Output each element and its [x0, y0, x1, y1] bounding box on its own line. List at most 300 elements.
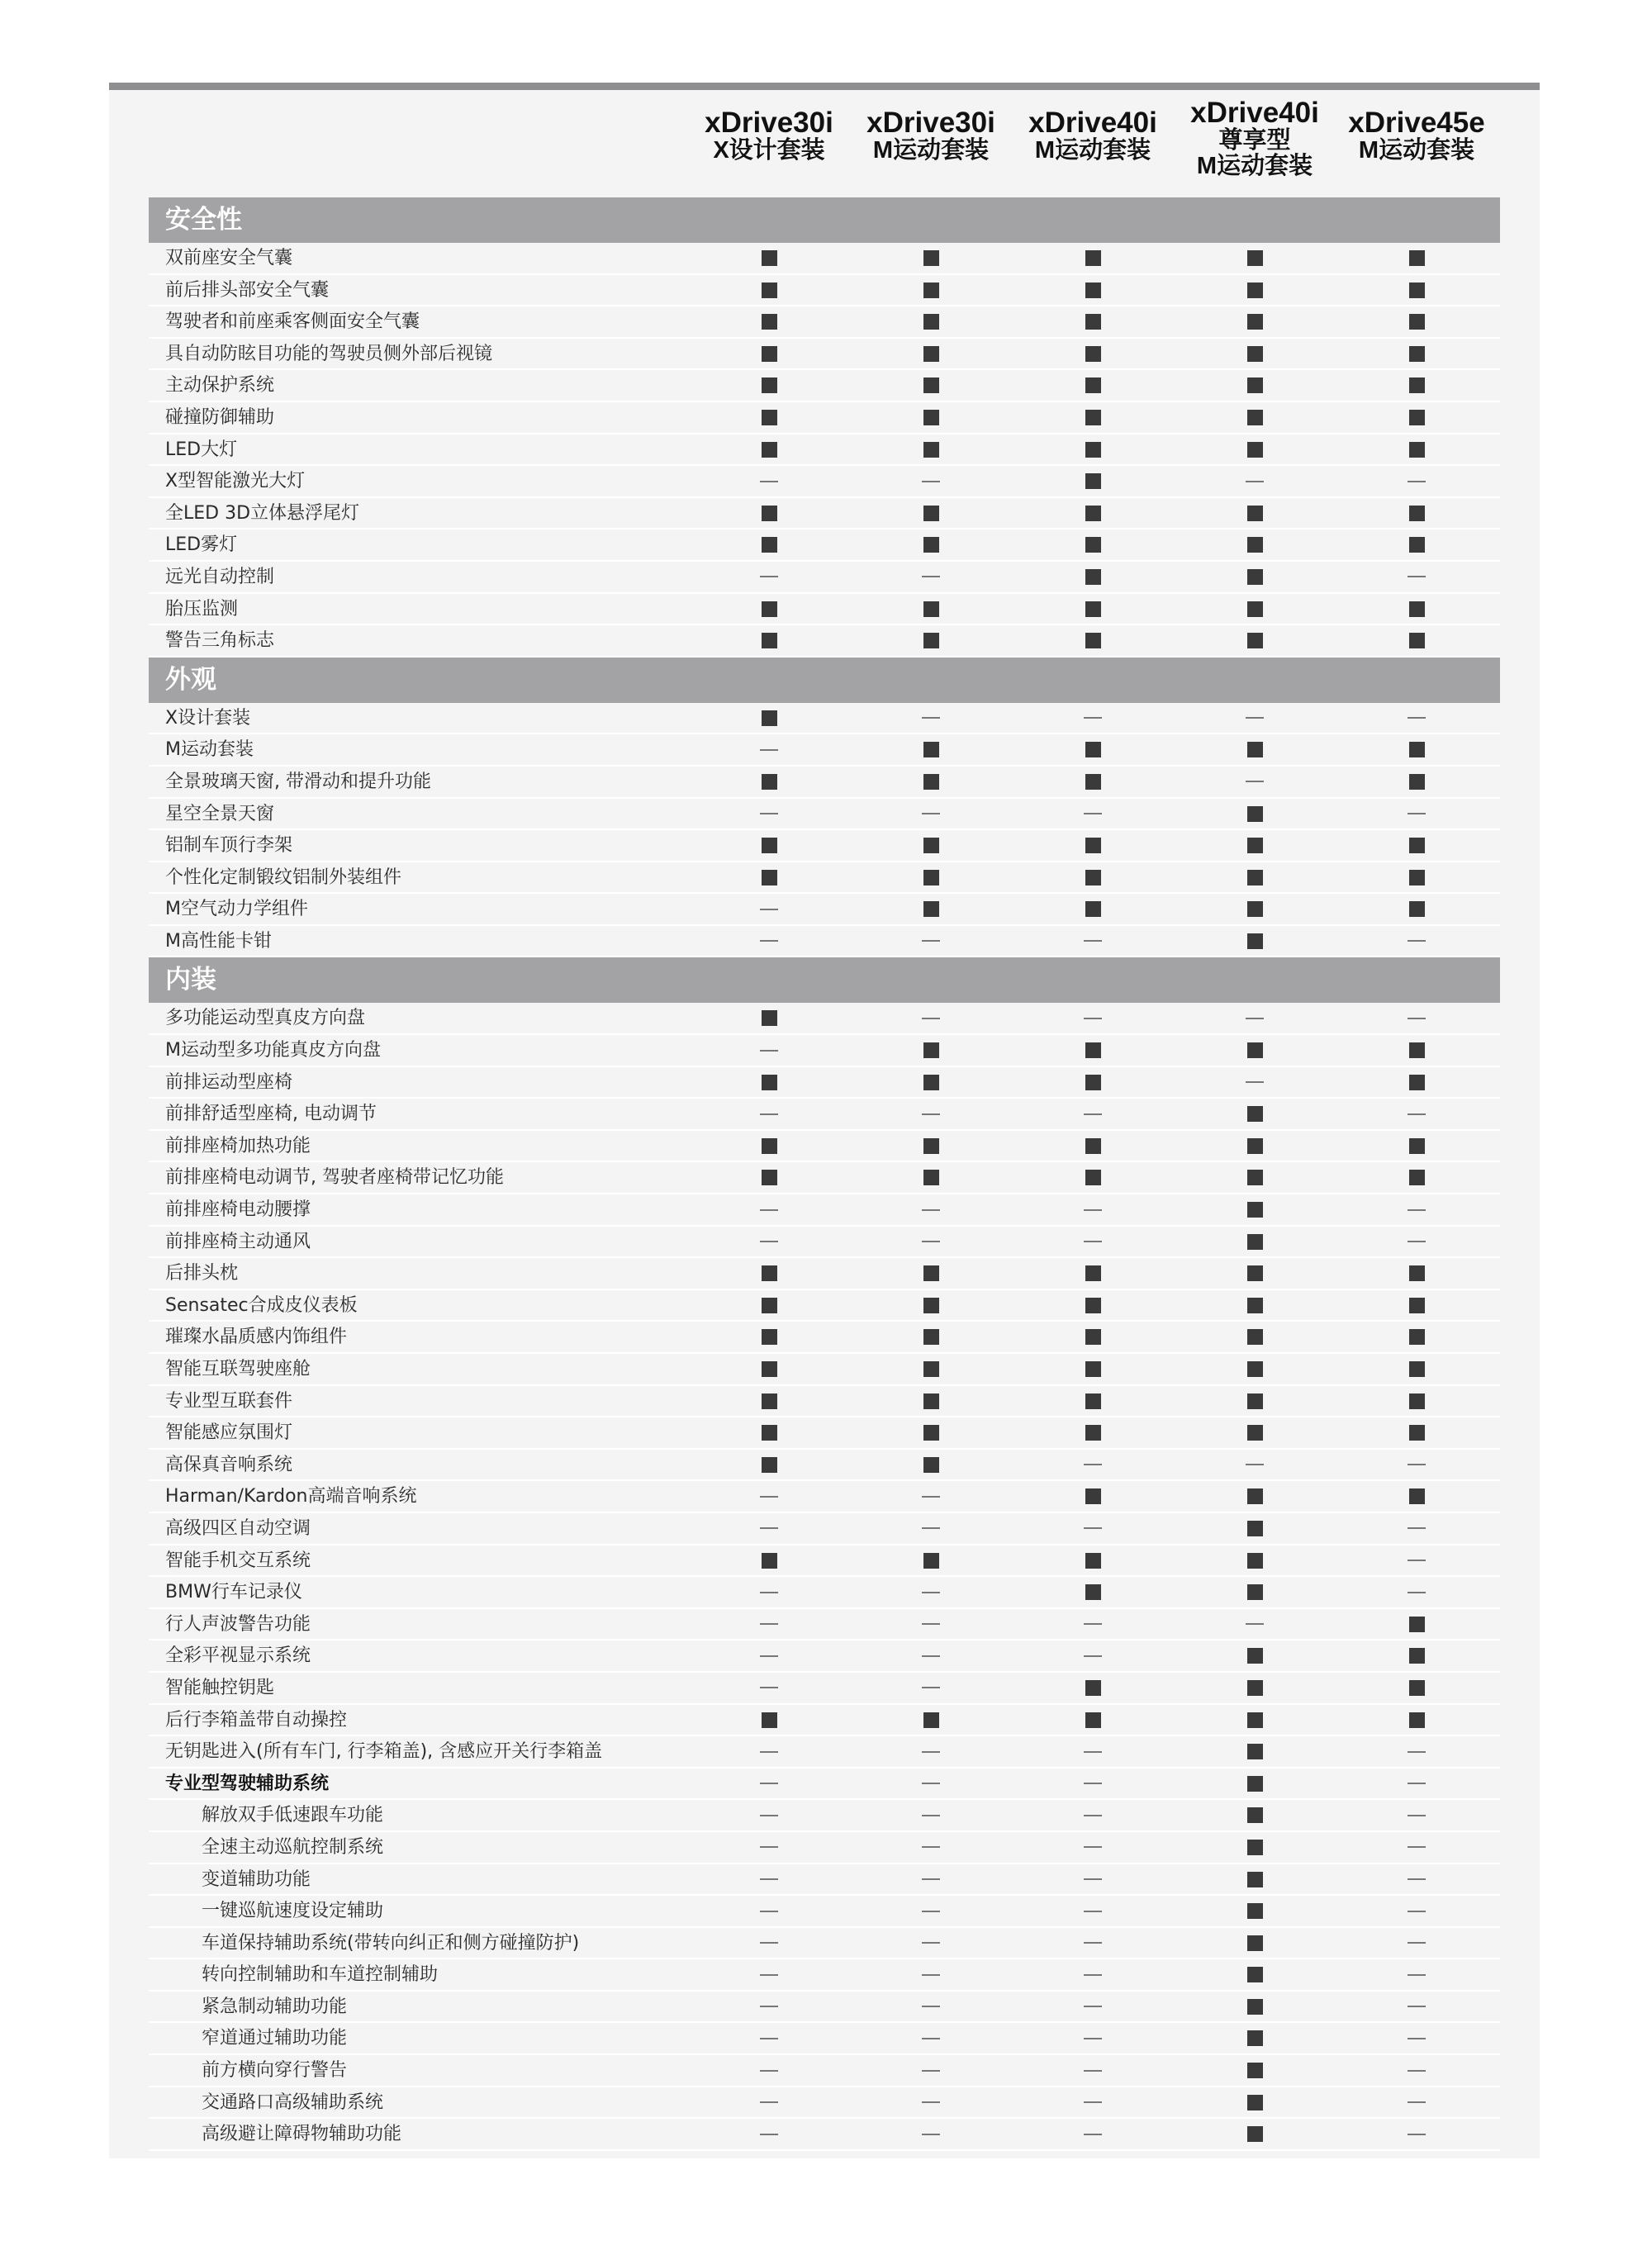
- standard-square-icon: [1085, 1329, 1101, 1345]
- not-available-dash-icon: [1246, 781, 1264, 782]
- feature-cell: [850, 1003, 1012, 1033]
- standard-square-icon: [762, 442, 777, 458]
- standard-square-icon: [762, 1394, 777, 1409]
- feature-label: 星空全景天窗: [165, 803, 275, 824]
- model-header-3: [1012, 108, 1174, 163]
- feature-cell: [688, 498, 850, 529]
- feature-cell: [1336, 1513, 1498, 1544]
- feature-label: 前排座椅电动调节, 驾驶者座椅带记忆功能: [165, 1167, 504, 1189]
- feature-cell: [1336, 275, 1498, 306]
- feature-cell: [1174, 767, 1336, 797]
- feature-cell: [1012, 1577, 1174, 1607]
- feature-cell: [1336, 1577, 1498, 1607]
- feature-row: [149, 1481, 1500, 1513]
- feature-cell: [1336, 1673, 1498, 1703]
- feature-label: 具自动防眩目功能的驾驶员侧外部后视镜: [165, 343, 493, 364]
- standard-square-icon: [1247, 1807, 1263, 1823]
- feature-cell: [688, 1450, 850, 1480]
- feature-cell: [688, 703, 850, 734]
- standard-square-icon: [1409, 506, 1425, 521]
- feature-row: [149, 1609, 1500, 1641]
- feature-label: 智能手机交互系统: [165, 1550, 311, 1571]
- section-header: 内装: [149, 957, 1500, 1003]
- not-available-dash-icon: [760, 1241, 778, 1242]
- not-available-dash-icon: [922, 481, 940, 482]
- feature-cell: [688, 1864, 850, 1895]
- standard-square-icon: [762, 282, 777, 298]
- feature-cell: [1336, 1736, 1498, 1767]
- standard-square-icon: [1409, 870, 1425, 885]
- model-package: M运动套装: [1358, 137, 1475, 164]
- standard-square-icon: [1247, 2063, 1263, 2078]
- feature-cell: [1174, 402, 1336, 433]
- standard-square-icon: [1085, 901, 1101, 917]
- feature-cell: [688, 434, 850, 465]
- not-available-dash-icon: [760, 1751, 778, 1753]
- feature-cell: [688, 1609, 850, 1640]
- not-available-dash-icon: [760, 2134, 778, 2135]
- standard-square-icon: [762, 1329, 777, 1345]
- feature-cell: [1174, 734, 1336, 765]
- feature-cell: [1336, 1896, 1498, 1926]
- not-available-dash-icon: [1408, 2101, 1426, 2103]
- model-header-5: [1336, 108, 1498, 163]
- feature-cell: [850, 1481, 1012, 1512]
- feature-cell: [850, 1959, 1012, 1990]
- feature-cell: [1012, 1227, 1174, 1257]
- feature-row: [149, 1322, 1500, 1354]
- standard-square-icon: [1409, 1712, 1425, 1728]
- standard-square-icon: [762, 1075, 777, 1090]
- standard-square-icon: [1247, 1361, 1263, 1377]
- not-available-dash-icon: [760, 2101, 778, 2103]
- standard-square-icon: [1247, 346, 1263, 362]
- feature-cell: [688, 1290, 850, 1321]
- standard-square-icon: [923, 250, 939, 266]
- feature-cell: [688, 562, 850, 592]
- feature-label: 紧急制动辅助功能: [202, 1996, 348, 2017]
- feature-cell: [688, 1928, 850, 1959]
- not-available-dash-icon: [1408, 1974, 1426, 1976]
- not-available-dash-icon: [922, 1113, 940, 1115]
- feature-cell: [1012, 862, 1174, 893]
- feature-cell: [1336, 1864, 1498, 1895]
- feature-cell: [850, 1067, 1012, 1098]
- feature-label: 智能触控钥匙: [165, 1677, 275, 1698]
- not-available-dash-icon: [760, 1592, 778, 1593]
- feature-cell: [1336, 1640, 1498, 1671]
- feature-label: 前方横向穿行警告: [202, 2060, 348, 2082]
- feature-cell: [1174, 1832, 1336, 1863]
- feature-row: [149, 1928, 1500, 1960]
- not-available-dash-icon: [1246, 1018, 1264, 1019]
- feature-row: [149, 1099, 1500, 1131]
- feature-row: [149, 402, 1500, 434]
- model-header-2: [850, 108, 1012, 163]
- feature-label: M运动型多功能真皮方向盘: [165, 1040, 381, 1061]
- feature-cell: [1174, 498, 1336, 529]
- feature-row: [149, 1227, 1500, 1259]
- not-available-dash-icon: [760, 1974, 778, 1976]
- standard-square-icon: [1247, 1872, 1263, 1887]
- standard-square-icon: [1085, 442, 1101, 458]
- feature-cell: [1336, 529, 1498, 560]
- standard-square-icon: [1247, 1042, 1263, 1058]
- not-available-dash-icon: [922, 1751, 940, 1753]
- not-available-dash-icon: [760, 1911, 778, 1912]
- standard-square-icon: [1409, 742, 1425, 757]
- not-available-dash-icon: [1084, 1974, 1102, 1976]
- standard-square-icon: [762, 1138, 777, 1154]
- feature-cell: [1174, 594, 1336, 624]
- standard-square-icon: [923, 774, 939, 790]
- feature-cell: [1174, 625, 1336, 656]
- feature-row: [149, 1992, 1500, 2024]
- feature-cell: [1174, 1800, 1336, 1830]
- standard-square-icon: [923, 410, 939, 425]
- feature-cell: [850, 402, 1012, 433]
- standard-square-icon: [1247, 1488, 1263, 1504]
- feature-cell: [688, 2055, 850, 2086]
- feature-cell: [850, 1194, 1012, 1225]
- model-header-row: [149, 90, 1500, 197]
- standard-square-icon: [1247, 2095, 1263, 2110]
- standard-square-icon: [1085, 346, 1101, 362]
- standard-square-icon: [1247, 601, 1263, 617]
- feature-cell: [850, 1258, 1012, 1289]
- not-available-dash-icon: [1408, 1942, 1426, 1944]
- feature-cell: [850, 1290, 1012, 1321]
- feature-cell: [1336, 1003, 1498, 1033]
- model-header-4: [1174, 98, 1336, 178]
- feature-row: [149, 1896, 1500, 1928]
- not-available-dash-icon: [1084, 1209, 1102, 1211]
- not-available-dash-icon: [1084, 2134, 1102, 2135]
- feature-cell: [688, 402, 850, 433]
- not-available-dash-icon: [1084, 2101, 1102, 2103]
- feature-cell: [1012, 466, 1174, 496]
- feature-cell: [688, 1800, 850, 1830]
- feature-row: [149, 894, 1500, 926]
- standard-square-icon: [923, 601, 939, 617]
- not-available-dash-icon: [1246, 1623, 1264, 1625]
- not-available-dash-icon: [1408, 1018, 1426, 1019]
- feature-cell: [1012, 1609, 1174, 1640]
- standard-square-icon: [1409, 901, 1425, 917]
- standard-square-icon: [923, 346, 939, 362]
- feature-label: 后行李箱盖带自动操控: [165, 1709, 348, 1731]
- standard-square-icon: [923, 901, 939, 917]
- model-name: xDrive45e: [1348, 107, 1485, 139]
- not-available-dash-icon: [922, 717, 940, 719]
- feature-cell: [1174, 434, 1336, 465]
- feature-row: [149, 1864, 1500, 1897]
- feature-cell: [1012, 2055, 1174, 2086]
- feature-row: [149, 498, 1500, 530]
- feature-cell: [850, 2023, 1012, 2053]
- feature-cell: [1174, 1354, 1336, 1384]
- not-available-dash-icon: [760, 1815, 778, 1816]
- standard-square-icon: [1247, 569, 1263, 585]
- feature-row: [149, 1290, 1500, 1322]
- feature-cell: [688, 466, 850, 496]
- feature-cell: [850, 1322, 1012, 1352]
- feature-cell: [688, 1354, 850, 1384]
- feature-label: 一键巡航速度设定辅助: [202, 1901, 384, 1922]
- feature-cell: [850, 306, 1012, 337]
- feature-cell: [1174, 1992, 1336, 2022]
- feature-cell: [688, 1003, 850, 1033]
- not-available-dash-icon: [1084, 1241, 1102, 1242]
- standard-square-icon: [1085, 250, 1101, 266]
- feature-cell: [1012, 1003, 1174, 1033]
- not-available-dash-icon: [1408, 940, 1426, 942]
- feature-cell: [850, 1800, 1012, 1830]
- feature-row: [149, 1673, 1500, 1705]
- model-package: X设计套装: [713, 137, 825, 164]
- standard-square-icon: [762, 314, 777, 330]
- feature-cell: [688, 243, 850, 273]
- not-available-dash-icon: [1408, 1878, 1426, 1880]
- feature-cell: [850, 339, 1012, 369]
- feature-label: 远光自动控制: [165, 566, 275, 587]
- not-available-dash-icon: [760, 576, 778, 577]
- standard-square-icon: [1085, 1553, 1101, 1569]
- feature-cell: [1336, 243, 1498, 273]
- feature-row: [149, 466, 1500, 498]
- feature-cell: [1336, 498, 1498, 529]
- feature-cell: [1012, 734, 1174, 765]
- feature-cell: [1336, 339, 1498, 369]
- feature-cell: [1174, 562, 1336, 592]
- feature-label: 铝制车顶行李架: [165, 835, 293, 857]
- standard-square-icon: [1409, 282, 1425, 298]
- feature-cell: [1012, 767, 1174, 797]
- standard-square-icon: [1409, 1648, 1425, 1664]
- feature-cell: [688, 339, 850, 369]
- not-available-dash-icon: [1408, 1113, 1426, 1115]
- feature-cell: [1336, 1959, 1498, 1990]
- standard-square-icon: [923, 1075, 939, 1090]
- standard-square-icon: [762, 377, 777, 393]
- feature-cell: [850, 466, 1012, 496]
- standard-square-icon: [1085, 1042, 1101, 1058]
- feature-label: 多功能运动型真皮方向盘: [165, 1008, 366, 1029]
- feature-cell: [1174, 370, 1336, 401]
- feature-cell: [688, 306, 850, 337]
- standard-square-icon: [923, 870, 939, 885]
- not-available-dash-icon: [922, 1942, 940, 1944]
- feature-cell: [688, 862, 850, 893]
- feature-cell: [688, 275, 850, 306]
- feature-cell: [1174, 1736, 1336, 1767]
- not-available-dash-icon: [760, 2038, 778, 2039]
- standard-square-icon: [762, 537, 777, 553]
- standard-square-icon: [762, 1553, 777, 1569]
- not-available-dash-icon: [1084, 1783, 1102, 1784]
- not-available-dash-icon: [1084, 1815, 1102, 1816]
- not-available-dash-icon: [1408, 1241, 1426, 1242]
- feature-cell: [1174, 339, 1336, 369]
- feature-label: 前排运动型座椅: [165, 1071, 293, 1093]
- not-available-dash-icon: [760, 2006, 778, 2007]
- not-available-dash-icon: [922, 1815, 940, 1816]
- not-available-dash-icon: [922, 1018, 940, 1019]
- standard-square-icon: [1247, 442, 1263, 458]
- feature-cell: [688, 2023, 850, 2053]
- standard-square-icon: [1247, 1425, 1263, 1441]
- standard-square-icon: [762, 838, 777, 853]
- standard-square-icon: [1085, 742, 1101, 757]
- not-available-dash-icon: [1084, 2038, 1102, 2039]
- standard-square-icon: [923, 1361, 939, 1377]
- standard-square-icon: [1085, 1584, 1101, 1600]
- not-available-dash-icon: [1408, 1815, 1426, 1816]
- feature-cell: [1336, 1417, 1498, 1448]
- feature-cell: [850, 1736, 1012, 1767]
- feature-label: 窄道通过辅助功能: [202, 2028, 348, 2049]
- standard-square-icon: [1247, 314, 1263, 330]
- standard-square-icon: [1409, 1680, 1425, 1696]
- feature-label: 前排座椅加热功能: [165, 1135, 311, 1156]
- standard-square-icon: [923, 1394, 939, 1409]
- model-package: M运动套装: [1034, 137, 1151, 164]
- not-available-dash-icon: [1408, 1911, 1426, 1912]
- feature-cell: [1174, 830, 1336, 861]
- standard-square-icon: [1085, 410, 1101, 425]
- standard-square-icon: [1247, 1903, 1263, 1919]
- feature-row: [149, 1736, 1500, 1769]
- feature-label: M运动套装: [165, 739, 254, 761]
- not-available-dash-icon: [1084, 1942, 1102, 1944]
- feature-cell: [850, 2119, 1012, 2149]
- standard-square-icon: [923, 506, 939, 521]
- feature-row: [149, 2119, 1500, 2151]
- standard-square-icon: [923, 282, 939, 298]
- model-header-1: [688, 108, 850, 163]
- feature-cell: [1336, 734, 1498, 765]
- standard-square-icon: [1085, 569, 1101, 585]
- feature-row: [149, 1131, 1500, 1163]
- not-available-dash-icon: [1408, 576, 1426, 577]
- standard-square-icon: [1247, 282, 1263, 298]
- standard-square-icon: [1409, 1425, 1425, 1441]
- feature-cell: [1174, 1162, 1336, 1193]
- feature-cell: [850, 275, 1012, 306]
- feature-cell: [688, 1832, 850, 1863]
- feature-cell: [1174, 1131, 1336, 1161]
- feature-label: M高性能卡钳: [165, 930, 272, 952]
- feature-cell: [688, 1513, 850, 1544]
- feature-cell: [1336, 862, 1498, 893]
- feature-cell: [1012, 1928, 1174, 1959]
- feature-cell: [1012, 1450, 1174, 1480]
- standard-square-icon: [1085, 282, 1101, 298]
- feature-row: [149, 767, 1500, 799]
- feature-cell: [1012, 1640, 1174, 1671]
- feature-cell: [688, 799, 850, 829]
- feature-label: 专业型驾驶辅助系统: [165, 1773, 330, 1794]
- feature-cell: [1012, 1354, 1174, 1384]
- standard-square-icon: [1085, 601, 1101, 617]
- feature-cell: [1174, 1417, 1336, 1448]
- feature-cell: [1012, 2087, 1174, 2118]
- feature-cell: [850, 1896, 1012, 1926]
- feature-cell: [850, 1227, 1012, 1257]
- not-available-dash-icon: [760, 1942, 778, 1944]
- standard-square-icon: [762, 601, 777, 617]
- not-available-dash-icon: [1084, 813, 1102, 814]
- feature-cell: [1012, 434, 1174, 465]
- standard-square-icon: [1085, 1394, 1101, 1409]
- not-available-dash-icon: [922, 1209, 940, 1211]
- standard-square-icon: [1409, 1361, 1425, 1377]
- standard-square-icon: [1409, 1265, 1425, 1281]
- feature-cell: [1012, 243, 1174, 273]
- not-available-dash-icon: [1408, 481, 1426, 482]
- feature-cell: [1012, 1673, 1174, 1703]
- feature-cell: [850, 1131, 1012, 1161]
- not-available-dash-icon: [1408, 2134, 1426, 2135]
- standard-square-icon: [1409, 838, 1425, 853]
- model-name: xDrive40i: [1190, 97, 1319, 129]
- standard-square-icon: [1247, 1170, 1263, 1185]
- feature-cell: [1336, 2119, 1498, 2149]
- not-available-dash-icon: [760, 1623, 778, 1625]
- feature-cell: [688, 926, 850, 957]
- standard-square-icon: [762, 410, 777, 425]
- not-available-dash-icon: [760, 1527, 778, 1529]
- not-available-dash-icon: [922, 813, 940, 814]
- standard-square-icon: [923, 1425, 939, 1441]
- feature-cell: [1336, 402, 1498, 433]
- feature-cell: [1012, 1258, 1174, 1289]
- feature-cell: [1012, 1386, 1174, 1417]
- standard-square-icon: [1247, 1776, 1263, 1792]
- feature-cell: [1336, 767, 1498, 797]
- feature-cell: [688, 1992, 850, 2022]
- feature-cell: [688, 1640, 850, 1671]
- feature-cell: [1174, 1609, 1336, 1640]
- standard-square-icon: [923, 838, 939, 853]
- feature-cell: [1336, 1545, 1498, 1576]
- feature-cell: [1012, 594, 1174, 624]
- feature-cell: [850, 1609, 1012, 1640]
- not-available-dash-icon: [922, 1623, 940, 1625]
- feature-cell: [850, 1099, 1012, 1129]
- standard-square-icon: [1085, 1138, 1101, 1154]
- not-available-dash-icon: [922, 1527, 940, 1529]
- standard-square-icon: [923, 633, 939, 648]
- feature-cell: [688, 2119, 850, 2149]
- model-name: xDrive30i: [705, 107, 833, 139]
- standard-square-icon: [1247, 1521, 1263, 1536]
- feature-cell: [850, 1545, 1012, 1576]
- not-available-dash-icon: [1408, 2038, 1426, 2039]
- standard-square-icon: [762, 633, 777, 648]
- not-available-dash-icon: [1408, 1464, 1426, 1465]
- standard-square-icon: [1409, 774, 1425, 790]
- not-available-dash-icon: [1084, 940, 1102, 942]
- not-available-dash-icon: [1408, 717, 1426, 719]
- model-package: M运动套装: [872, 137, 990, 164]
- feature-cell: [1336, 2023, 1498, 2053]
- not-available-dash-icon: [760, 1846, 778, 1848]
- feature-cell: [688, 1099, 850, 1129]
- standard-square-icon: [1247, 806, 1263, 822]
- feature-cell: [1012, 894, 1174, 924]
- feature-cell: [1174, 862, 1336, 893]
